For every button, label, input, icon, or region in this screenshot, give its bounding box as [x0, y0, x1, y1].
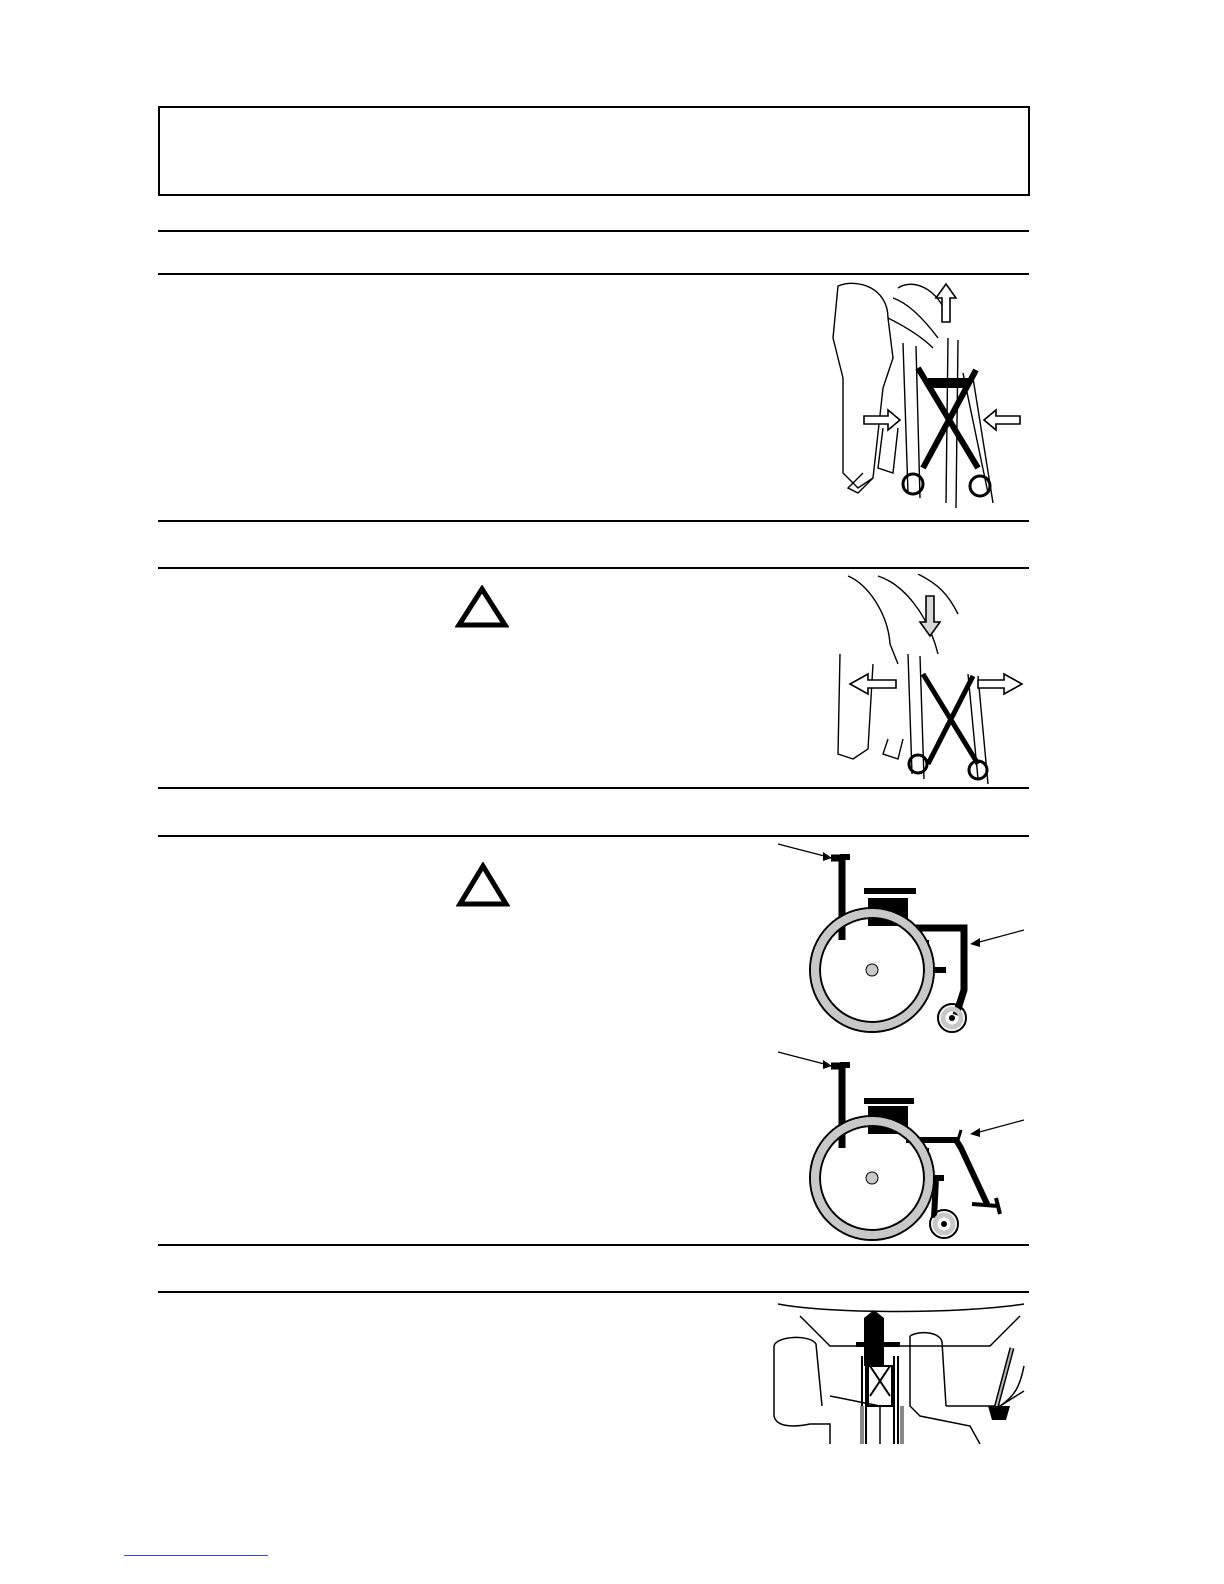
rule-3a: [158, 787, 1029, 789]
rule-1b: [158, 273, 1029, 275]
wheelchair-legrest-illustration: [776, 1048, 1026, 1242]
section-unfold-header: [158, 528, 1029, 558]
footer-link-underline[interactable]: [124, 1555, 268, 1556]
rule-2a: [158, 520, 1029, 522]
section-armrest-header: [158, 795, 1029, 825]
warning-triangle-icon: [456, 862, 510, 908]
rule-4b: [158, 1291, 1029, 1293]
unfold-illustration: [828, 574, 1024, 786]
rule-2b: [158, 567, 1029, 569]
section-fold-header: [158, 238, 1029, 268]
section-storage-header: [158, 1252, 1029, 1282]
title-box: [158, 106, 1030, 196]
rule-4a: [158, 1244, 1029, 1246]
warning-triangle-icon: [455, 585, 509, 629]
wheelchair-armrest-illustration: [776, 840, 1026, 1036]
rule-1a: [158, 230, 1029, 232]
car-storage-illustration: [770, 1296, 1026, 1448]
fold-illustration: [828, 278, 1024, 518]
rule-3b: [158, 835, 1029, 837]
